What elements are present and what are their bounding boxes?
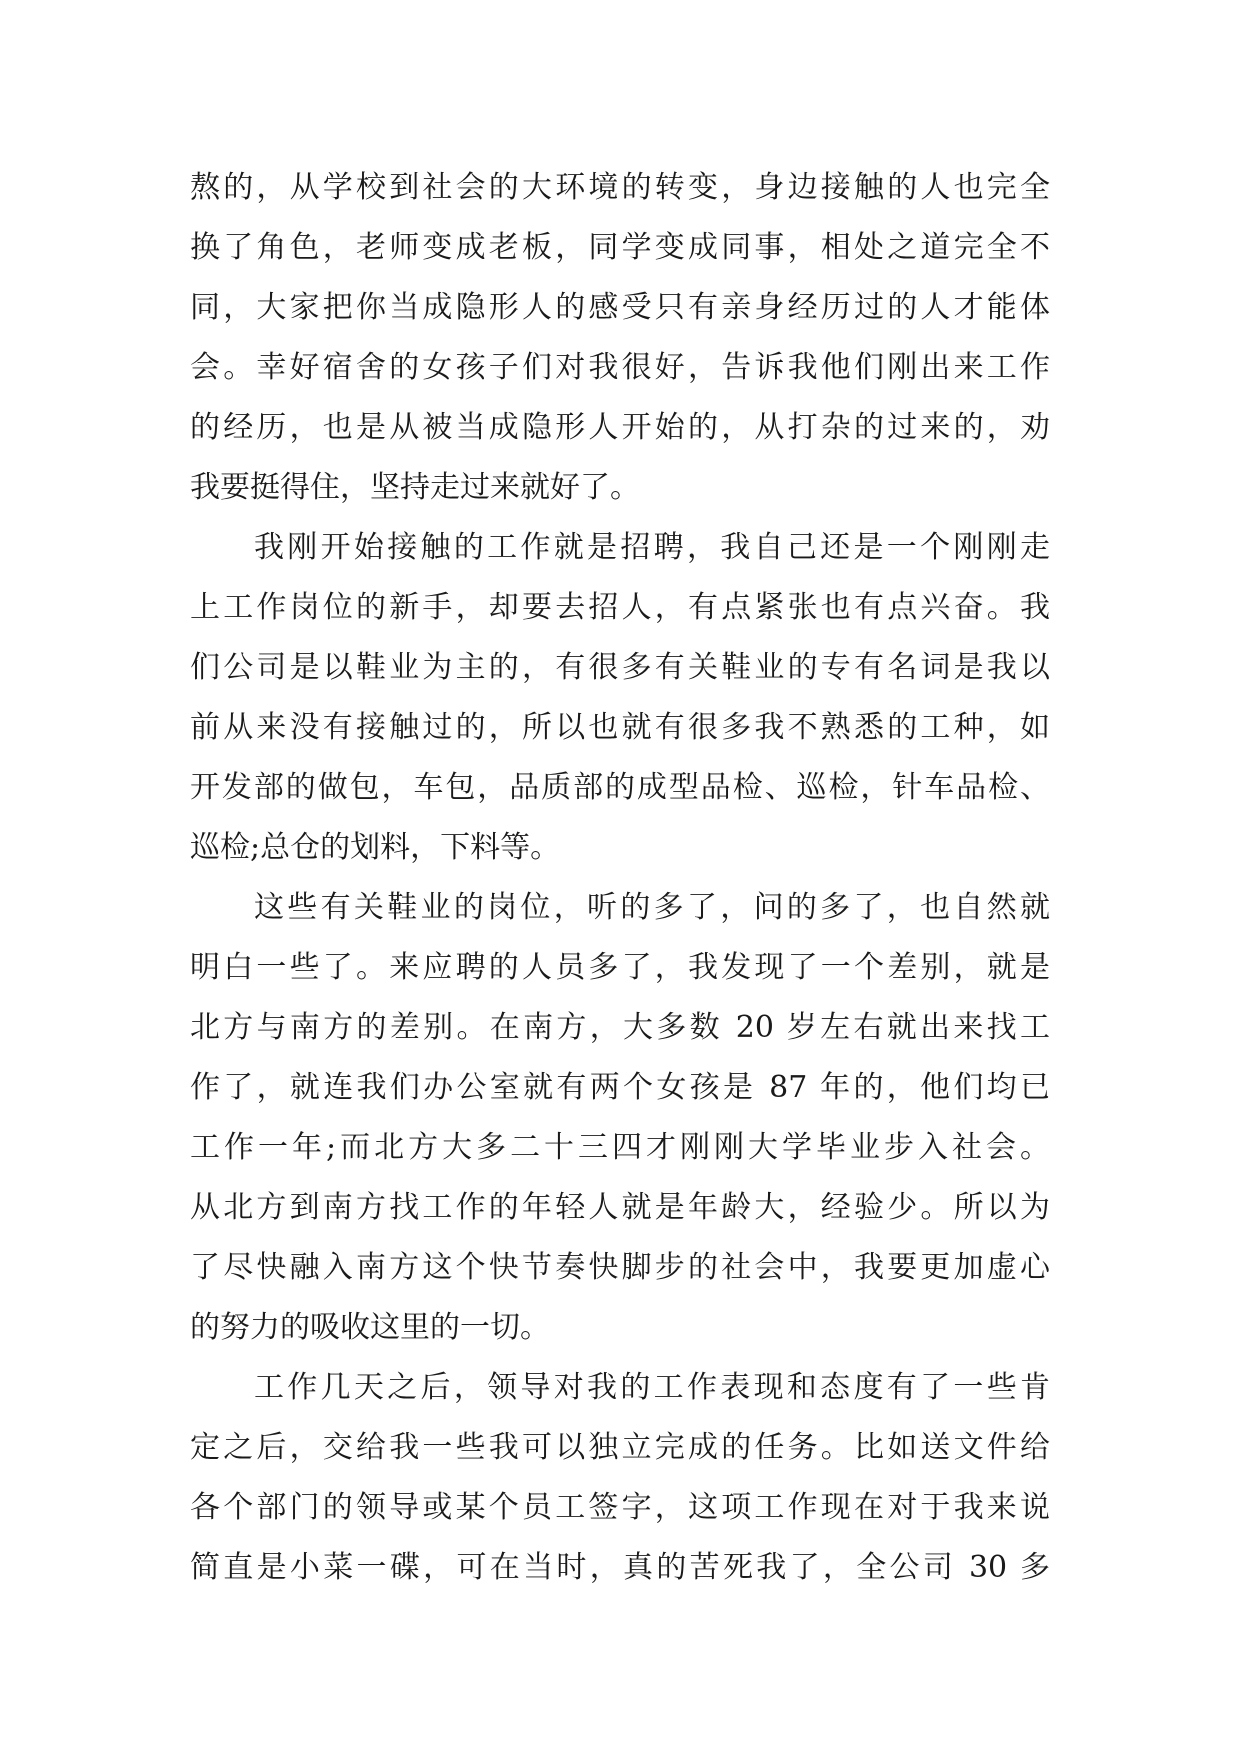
text-line: 我刚开始接触的工作就是招聘，我自己还是一个刚刚走 [254, 530, 1050, 565]
text-line: 作了，就连我们办公室就有两个女孩是 87 年的，他们均已 [190, 1070, 1050, 1105]
text-line: 开发部的做包，车包，品质部的成型品检、巡检，针车品检、 [190, 770, 1050, 805]
text-line: 们公司是以鞋业为主的，有很多有关鞋业的专有名词是我以 [190, 650, 1050, 685]
text-line: 会。幸好宿舍的女孩子们对我很好，告诉我他们刚出来工作 [190, 350, 1050, 385]
text-line: 前从来没有接触过的，所以也就有很多我不熟悉的工种，如 [190, 710, 1050, 745]
text-line: 熬的，从学校到社会的大环境的转变，身边接触的人也完全 [190, 170, 1050, 205]
text-line: 工作几天之后，领导对我的工作表现和态度有了一些肯 [254, 1370, 1050, 1405]
text-line: 这些有关鞋业的岗位，听的多了，问的多了，也自然就 [254, 890, 1050, 925]
text-line: 简直是小菜一碟，可在当时，真的苦死我了，全公司 30 多 [190, 1550, 1050, 1585]
text-line: 从北方到南方找工作的年轻人就是年龄大，经验少。所以为 [190, 1190, 1050, 1225]
text-line: 巡检;总仓的划料，下料等。 [190, 830, 561, 865]
text-line: 我要挺得住，坚持走过来就好了。 [190, 470, 640, 505]
document-body [190, 158, 1050, 1598]
text-line: 的努力的吸收这里的一切。 [190, 1310, 550, 1345]
text-line: 明白一些了。来应聘的人员多了，我发现了一个差别，就是 [190, 950, 1050, 985]
text-line: 各个部门的领导或某个员工签字，这项工作现在对于我来说 [190, 1490, 1050, 1525]
text-line: 的经历，也是从被当成隐形人开始的，从打杂的过来的，劝 [190, 410, 1050, 445]
text-line: 北方与南方的差别。在南方，大多数 20 岁左右就出来找工 [190, 1010, 1050, 1045]
text-line: 定之后，交给我一些我可以独立完成的任务。比如送文件给 [190, 1430, 1050, 1465]
text-line: 了尽快融入南方这个快节奏快脚步的社会中，我要更加虚心 [190, 1250, 1050, 1285]
text-line: 换了角色，老师变成老板，同学变成同事，相处之道完全不 [190, 230, 1050, 265]
text-line: 工作一年;而北方大多二十三四才刚刚大学毕业步入社会。 [190, 1130, 1050, 1165]
text-line: 同，大家把你当成隐形人的感受只有亲身经历过的人才能体 [190, 290, 1050, 325]
text-line: 上工作岗位的新手，却要去招人，有点紧张也有点兴奋。我 [190, 590, 1050, 625]
